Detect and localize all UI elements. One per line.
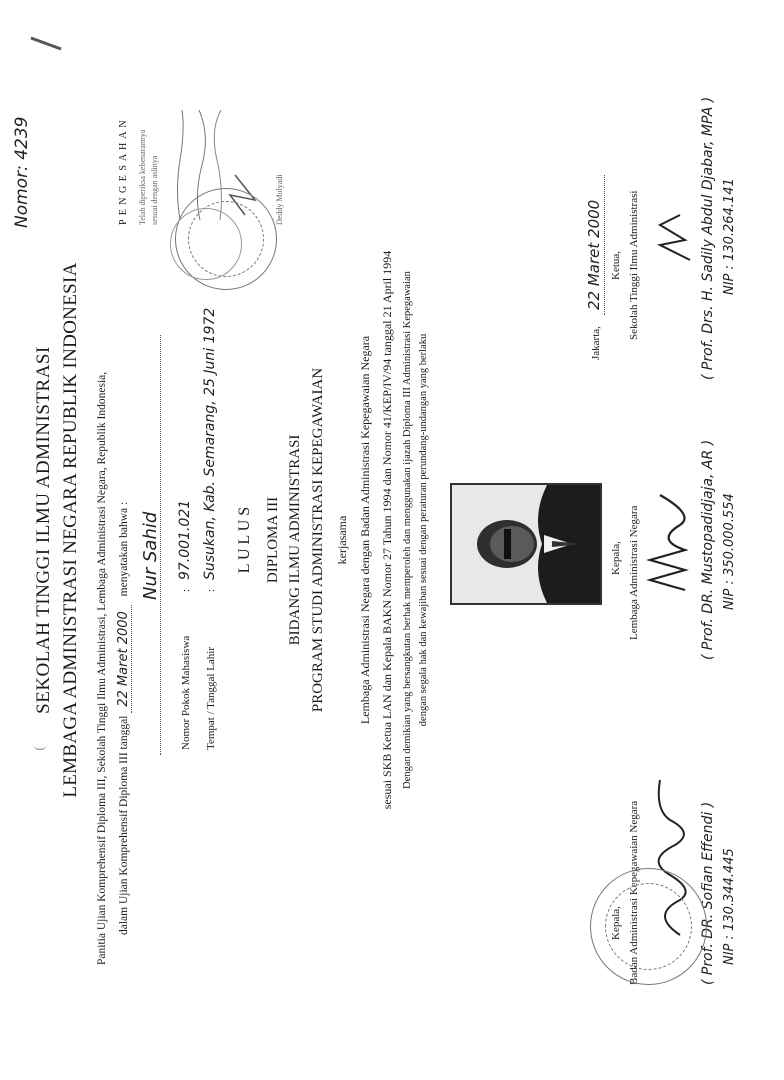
- sig3-nip: NIP : 130.264.141: [722, 178, 737, 295]
- result-kerjasama: kerjasama: [335, 515, 349, 565]
- student-name: Nur Sahid: [140, 511, 161, 600]
- sig3-role: Ketua,: [610, 250, 622, 280]
- sig2-institution: Lembaga Administrasi Negara: [628, 505, 640, 640]
- birth-colon: :: [205, 588, 217, 592]
- result-field: BIDANG ILMU ADMINISTRASI: [287, 434, 303, 646]
- npm-value: 97.001.021: [177, 499, 193, 580]
- result-legal-basis: sesuai SKB Ketua LAN dan Kepala BAKN Nomor 27 Tahun 1994 dan Nomor 41/KEP/IV/94 tanggal 21 April 1994: [380, 250, 394, 810]
- student-photo: [450, 483, 602, 605]
- result-partners: Lembaga Administrasi Negara dengan Badan Administrasi Kepegawaian Negara: [358, 335, 372, 725]
- sig2-signature: [635, 490, 705, 600]
- intro-exam-date-prefix: dalam Ujian Komprehensif Diploma III tanggal: [118, 715, 130, 935]
- npm-label: Nomor Pokok Mahasiswa: [180, 635, 192, 750]
- sig2-nip: NIP : 350.000.554: [722, 493, 737, 610]
- intro-line-1: Panitia Ujian Komprehensif Diploma III, Sekolah Tinggi Ilmu Administrasi, Lembaga Administrasi Negara, Republik Indonesia,: [96, 371, 108, 965]
- sig3-name: ( Prof. Drs. H. Sadily Abdul Djabar, MPA ): [700, 96, 716, 380]
- result-rights-line-2: dengan segala hak dan kewajiban sesuai dengan peraturan perundang-undangan yang berlaku: [418, 333, 429, 727]
- header-institution: LEMBAGA ADMINISTRASI NEGARA REPUBLIK INDONESIA: [60, 262, 81, 798]
- scan-mark: [30, 37, 61, 51]
- result-lulus: L U L U S: [236, 506, 253, 574]
- pengesahan-verified: Telah diperiksa kebenarannya: [138, 129, 147, 225]
- pengesahan-official: Deddy Mulyadi: [275, 174, 284, 225]
- sig1-name: ( Prof. DR. Sofian Effendi ): [700, 801, 716, 985]
- certificate-number: Nomor: 4239: [12, 116, 32, 228]
- sig3-institution: Sekolah Tinggi Ilmu Administrasi: [628, 190, 640, 340]
- name-dotted-line: [160, 335, 161, 755]
- sig1-institution: Badan Administrasi Kepegawaian Negara: [628, 800, 640, 985]
- sig2-name: ( Prof. DR. Mustopadidjaja, AR ): [700, 439, 716, 660]
- intro-line-2: [116, 502, 131, 935]
- pengesahan-title: P E N G E S A H A N: [118, 119, 129, 225]
- pengesahan-original: sesuai dengan aslinya: [150, 155, 159, 225]
- result-rights-line-1: Dengan demikian yang bersangkutan berhak memperoleh dan menggunakan ijazah Diploma III Administrasi Kepegawaian: [402, 271, 413, 789]
- sig1-role: Kepala,: [610, 906, 622, 940]
- result-program: PROGRAM STUDI ADMINISTRASI KEPEGAWAIAN: [310, 367, 326, 713]
- signing-date-handwritten: 22 Maret 2000: [585, 199, 603, 310]
- sig2-role: Kepala,: [610, 541, 622, 575]
- stia-stamp: [170, 208, 242, 280]
- sig1-nip: NIP : 130.344.445: [722, 848, 737, 965]
- npm-colon: :: [180, 588, 192, 592]
- place-city: Jakarta,: [590, 326, 602, 360]
- bakn-seal: [590, 868, 707, 985]
- exam-date-handwritten: 22 Maret 2000: [116, 605, 132, 713]
- birth-label: Tempat / Tanggal Lahir: [205, 646, 217, 750]
- header-school: SEKOLAH TINGGI ILMU ADMINISTRASI: [33, 346, 54, 714]
- intro-declaration: menyatakan bahwa :: [118, 501, 130, 597]
- birth-value: Susukan, Kab. Semarang, 25 Juni 1972: [202, 307, 218, 580]
- sig3-signature: [650, 200, 700, 270]
- result-level: DIPLOMA III: [265, 496, 281, 584]
